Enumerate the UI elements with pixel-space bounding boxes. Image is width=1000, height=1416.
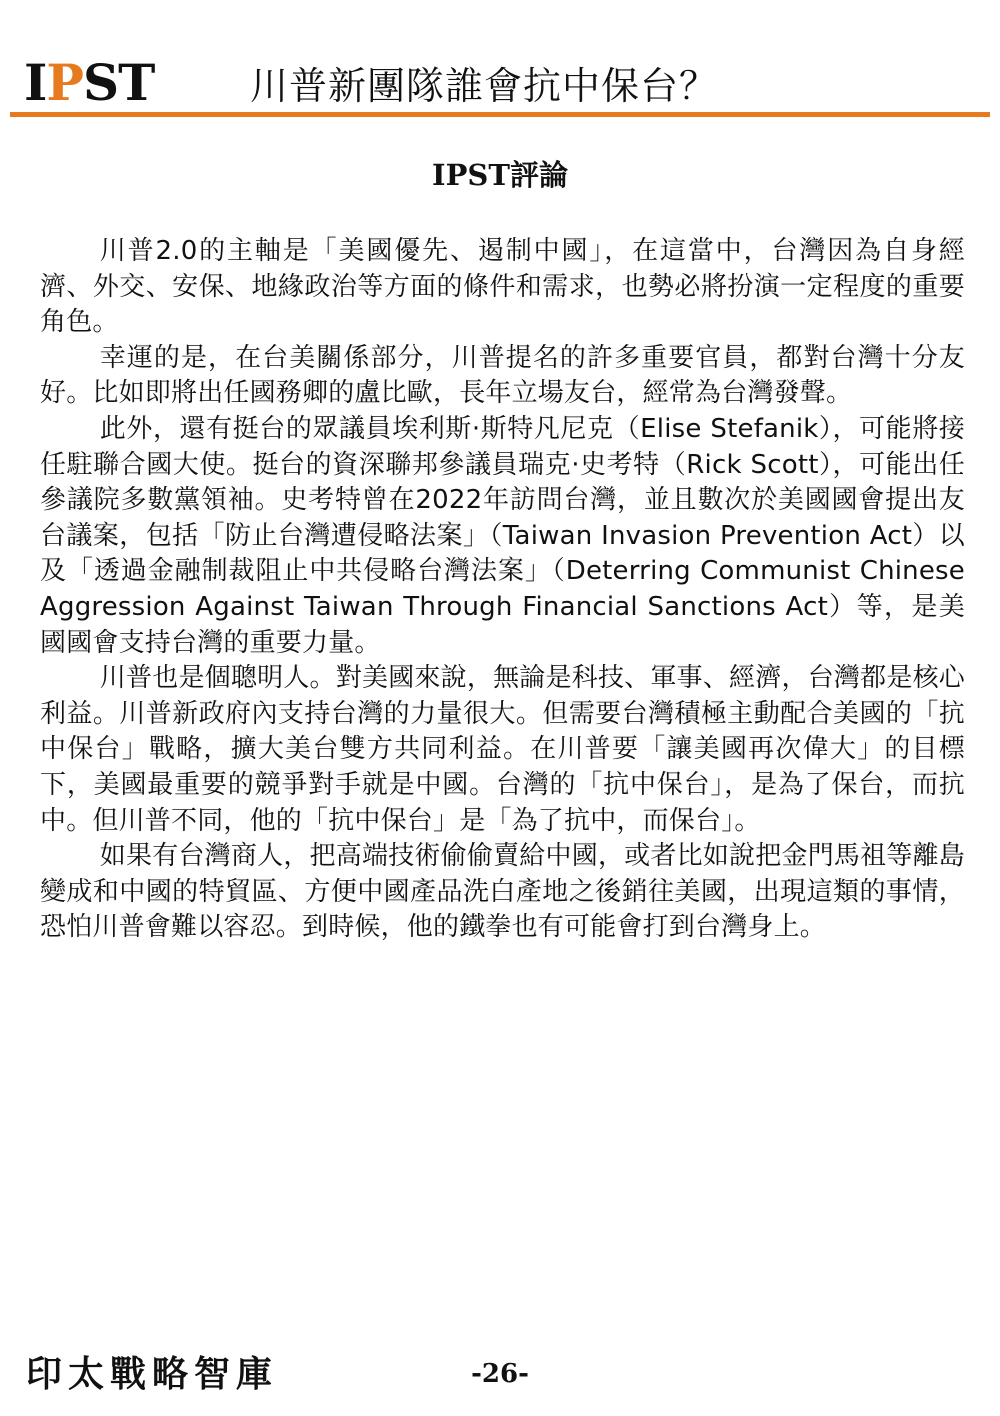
footer-brand: 印太戰略智庫 (26, 1353, 279, 1395)
logo-letter-s: S (83, 53, 119, 112)
ipst-logo (24, 53, 155, 112)
article-paragraph: 此外，還有挺台的眾議員埃利斯·斯特凡尼克（Elise Stefanik），可能將接任駐聯合國大使。挺台的資深聯邦參議員瑞克·史考特（Rick Scott），可能出任參議院多數黨領袖。史考特曾在2022年訪問台灣，並且數次於美國國會提出友台議案，包括「防止台灣遭侵略法案」（Taiwan Invasion Prevention Act）以及「透過金融制裁阻止中共侵略台灣法案」（Deterring Communist Chinese Aggression Against Taiwan Through Financial Sanctions Act）等，是美國國會支持台灣的重要力量。 (40, 413, 965, 658)
article-paragraph: 川普也是個聰明人。對美國來說，無論是科技、軍事、經濟，台灣都是核心利益。川普新政府內支持台灣的力量很大。但需要台灣積極主動配合美國的「抗中保台」戰略，擴大美台雙方共同利益。在川普要「讓美國再次偉大」的目標下，美國最重要的競爭對手就是中國。台灣的「抗中保台」，是為了保台，而抗中。但川普不同，他的「抗中保台」是「為了抗中，而保台」。 (40, 663, 965, 836)
logo-letter-p: P (46, 53, 83, 112)
article-paragraph: 川普2.0的主軸是「美國優先、遏制中國」，在這當中，台灣因為自身經濟、外交、安保、地緣政治等方面的條件和需求，也勢必將扮演一定程度的重要角色。 (40, 236, 965, 338)
page-number: -26- (471, 1359, 529, 1389)
article-body (40, 234, 965, 946)
page-title: 川普新團隊誰會抗中保台？ (250, 64, 719, 108)
page-header (0, 0, 1000, 120)
article-paragraph: 如果有台灣商人，把高端技術偷偷賣給中國，或者比如說把金門馬祖等離島變成和中國的特貿區、方便中國產品洗白產地之後銷往美國，出現這類的事情，恐怕川普會難以容忍。到時候，他的鐵拳也有可能會打到台灣身上。 (40, 841, 965, 943)
header-divider (10, 112, 990, 117)
logo-letter-i: I (24, 53, 47, 112)
section-heading: IPST評論 (432, 158, 568, 192)
logo-letter-t: T (118, 53, 155, 112)
article-paragraph: 幸運的是，在台美關係部分，川普提名的許多重要官員，都對台灣十分友好。比如即將出任國務卿的盧比歐，長年立場友台，經常為台灣發聲。 (40, 342, 965, 409)
